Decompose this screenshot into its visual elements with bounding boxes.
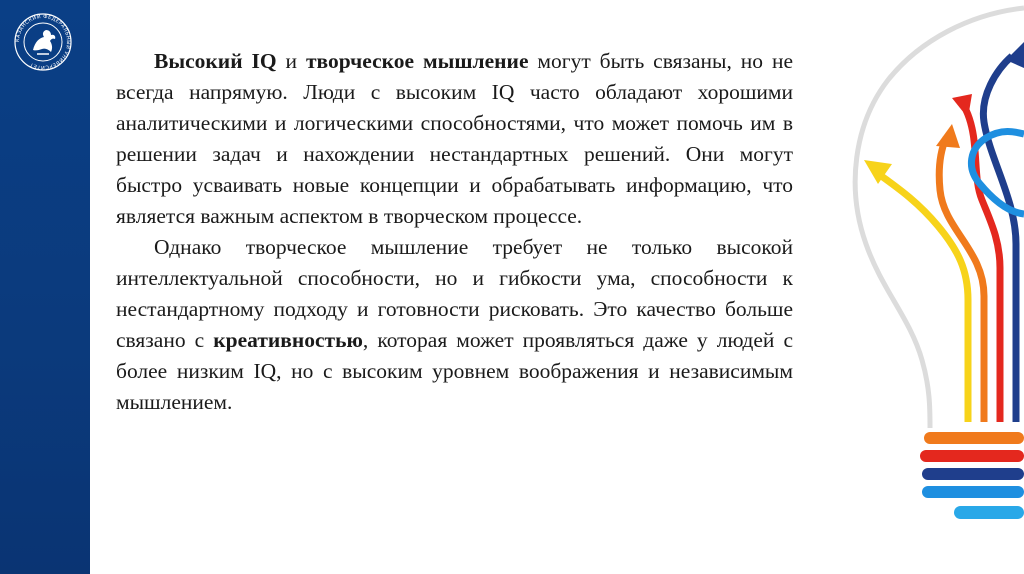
text-fragment: , которая может проявляться даже у людей с более низким IQ, но с высоким уровнем воображения и независимым мышлением.	[116, 328, 793, 414]
bold-term-creativity: креативностью	[213, 328, 363, 352]
paragraph-2	[116, 232, 793, 418]
base-stripe-orange	[924, 432, 1024, 444]
base-stripe-blue	[922, 486, 1024, 498]
logo-text: КАЗАНСКИЙ ФЕДЕРАЛЬНЫЙ УНИВЕРСИТЕТ	[14, 13, 72, 71]
lightbulb-arrows-illustration	[840, 0, 1024, 574]
main-text	[116, 46, 793, 418]
university-emblem-icon	[13, 12, 73, 72]
text-fragment: могут быть связаны, но не всегда напрямую. Люди с высоким IQ часто обладают хорошими аналитическими и логическими способностями, что может помочь им в решении задач и нахождении нестандартных решений. Они могут быстро усваивать новые концепции и обрабатывать информацию, что является важным аспектом в творческом процессе.	[116, 49, 793, 228]
bold-term-iq: Высокий IQ	[154, 49, 277, 73]
base-stripe-lightblue	[954, 506, 1024, 519]
text-fragment: Однако творческое мышление требует не только высокой интеллектуальной способности, но и гибкости ума, способности к нестандартному подходу и готовности рисковать. Это качество больше связано с	[116, 235, 793, 352]
paragraph-1	[116, 46, 793, 232]
bold-term-creative-thinking: творческое мышление	[305, 49, 529, 73]
base-stripe-red	[920, 450, 1024, 462]
base-stripe-navy	[922, 468, 1024, 480]
orange-arrowhead	[936, 124, 960, 148]
sidebar	[0, 0, 90, 574]
university-logo	[13, 12, 73, 72]
text-fragment: и	[276, 49, 306, 73]
